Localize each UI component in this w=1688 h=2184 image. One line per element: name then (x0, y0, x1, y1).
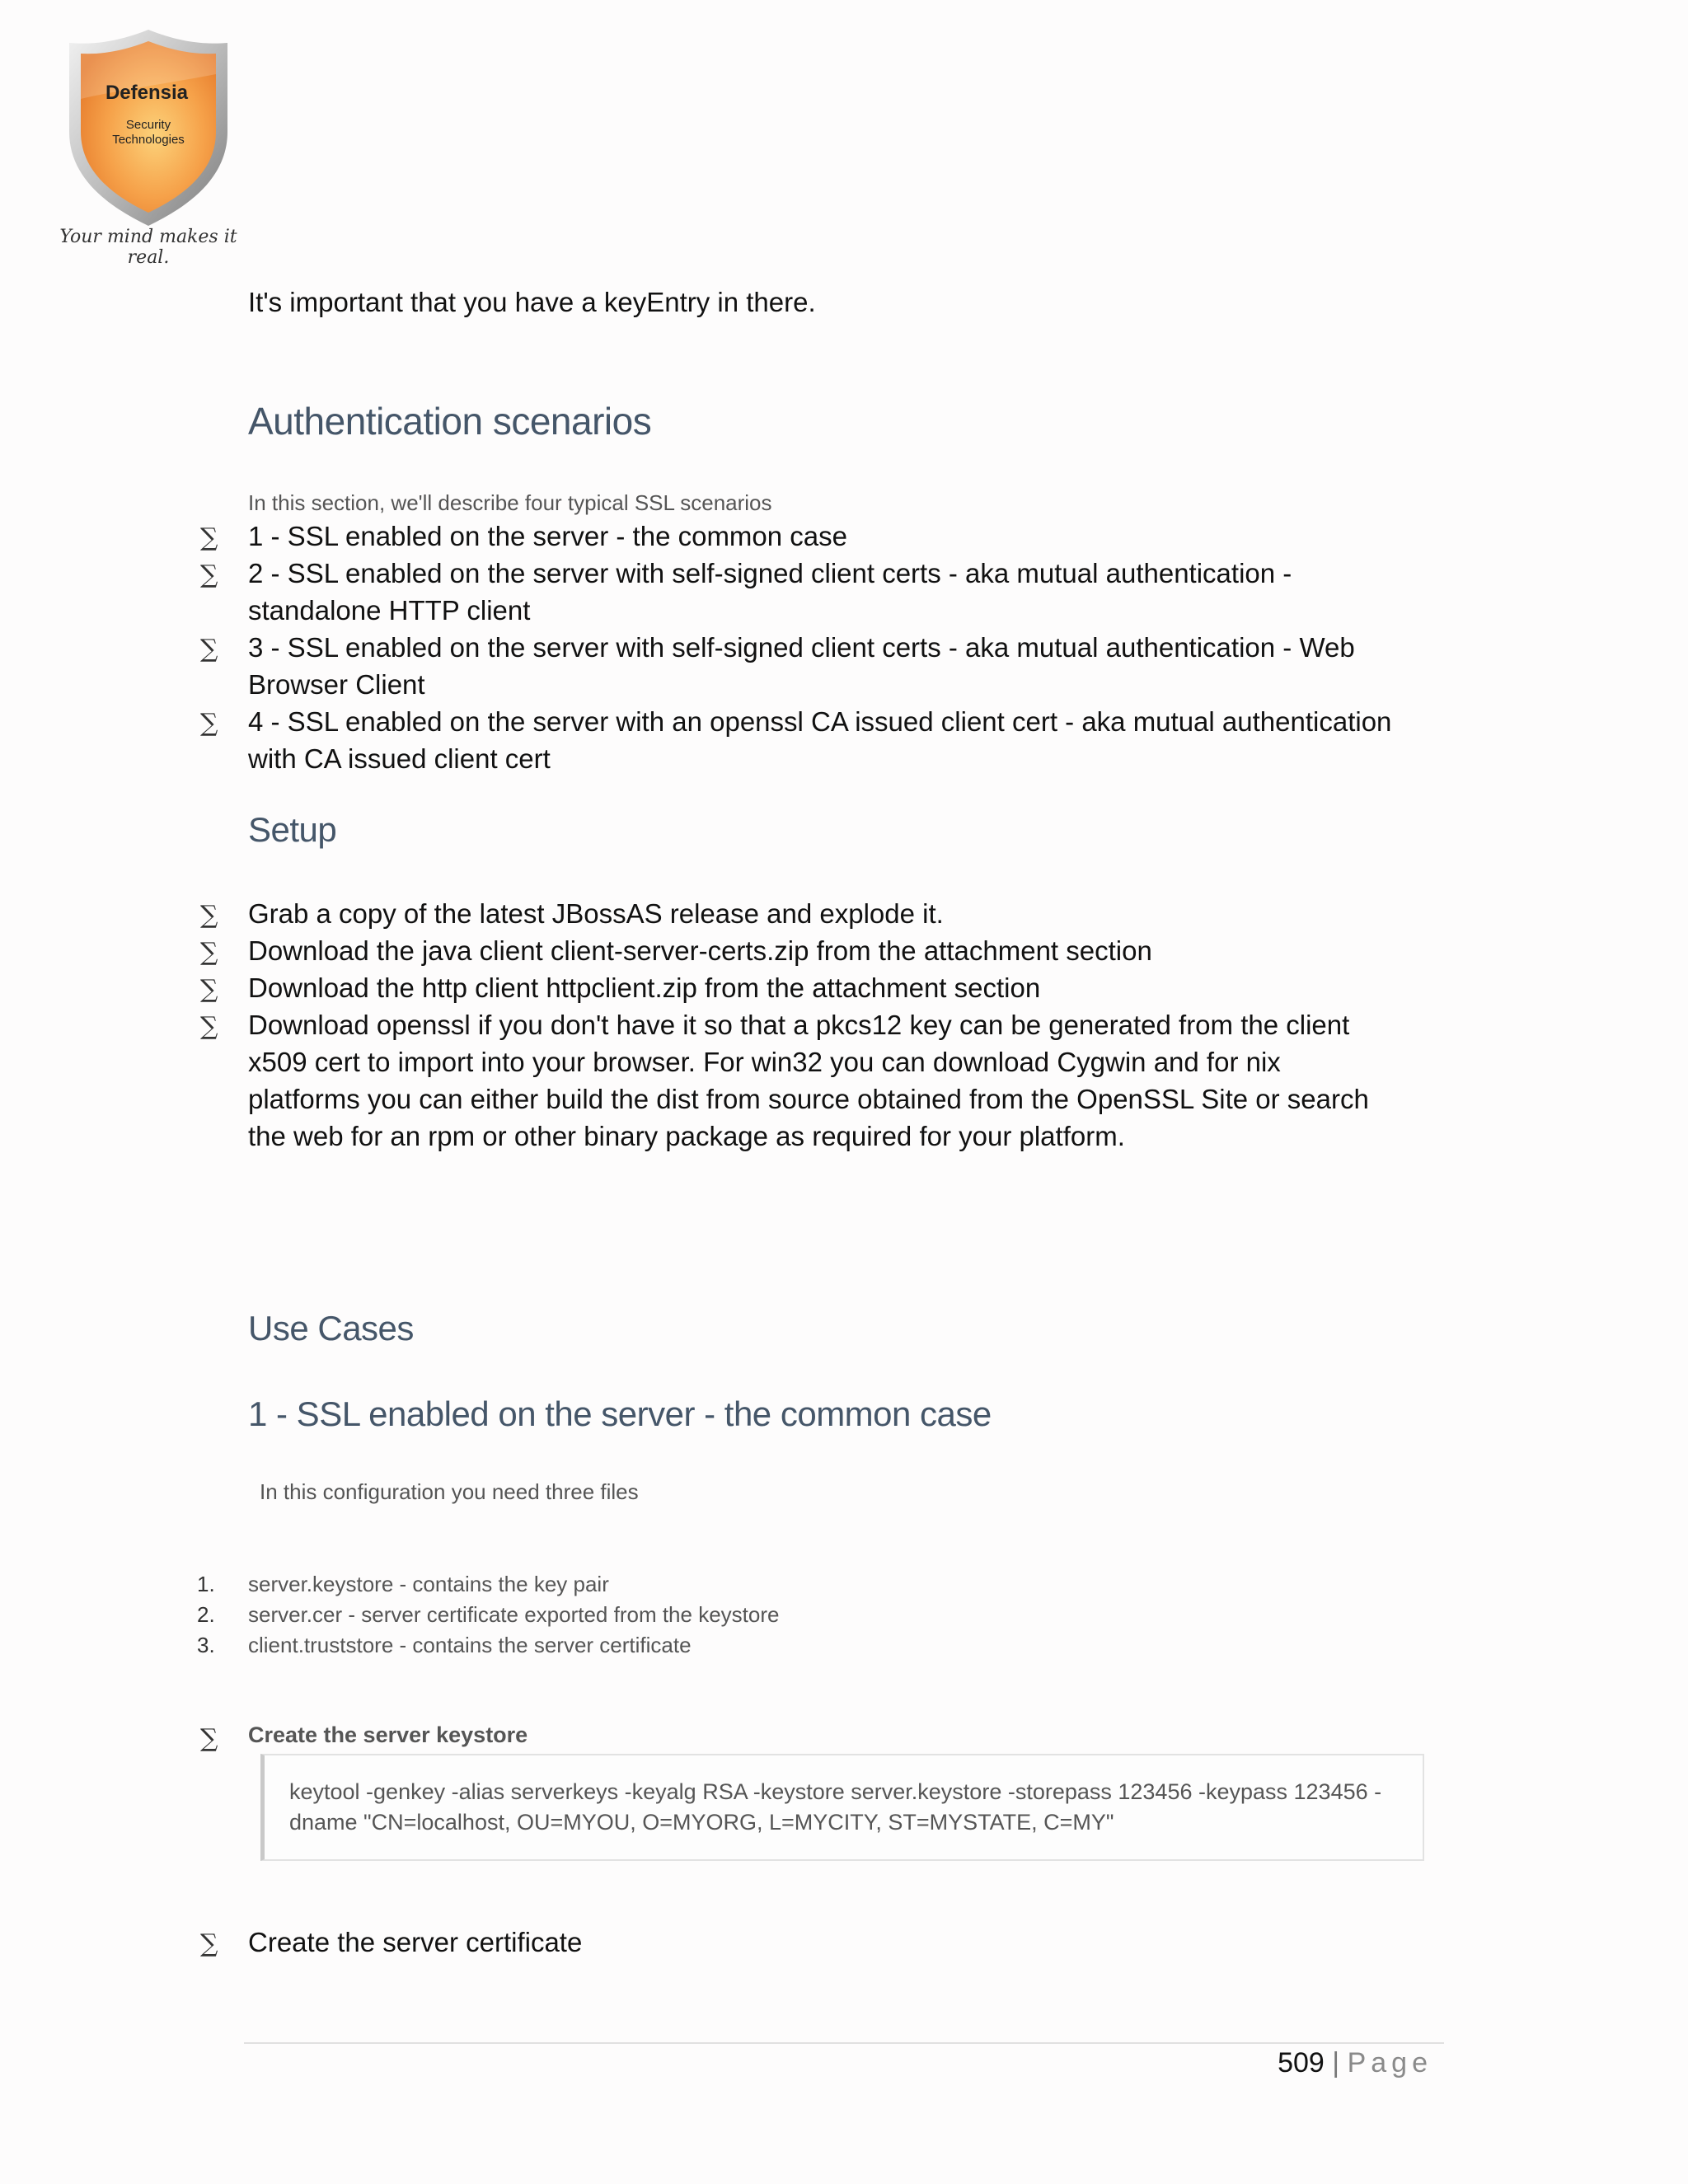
shield-logo-icon (58, 25, 239, 231)
list-item-text: 2 - SSL enabled on the server with self-signed client certs - aka mutual authentication - (248, 558, 1292, 588)
list-item-text: Download the java client client-server-certs.zip from the attachment section (248, 935, 1152, 966)
step-label: Create the server certificate (248, 1927, 583, 1957)
list-item-text: Download the http client httpclient.zip from the attachment section (248, 972, 1041, 1003)
subsection-heading-case1: 1 - SSL enabled on the server - the common case (248, 1394, 992, 1433)
list-item (200, 932, 1451, 969)
list-number: 3. (197, 1633, 215, 1657)
section-heading-authentication: Authentication scenarios (248, 400, 652, 443)
list-item (200, 518, 1451, 555)
list-item-text-cont: with CA issued client cert (248, 743, 551, 774)
list-item (197, 1600, 1402, 1630)
list-item-text: client.truststore - contains the server certificate (248, 1633, 692, 1657)
logo-tagline: Your mind makes it real. (59, 227, 237, 268)
list-item (200, 555, 1451, 629)
list-item (197, 1569, 1402, 1600)
code-line: keytool -genkey -alias serverkeys -keyalg RSA -keystore server.keystore -storepass 123456 -keypass 123456 - (289, 1779, 1382, 1804)
list-item-text-cont: standalone HTTP client (248, 595, 531, 626)
list-item (200, 895, 1451, 932)
list-item (200, 629, 1451, 703)
bullet-icon: ∑ (200, 1724, 218, 1753)
logo-subtitle-line2: Technologies (112, 133, 185, 147)
page-number: 509 (1278, 2047, 1325, 2079)
list-number: 2. (197, 1602, 215, 1627)
list-item (200, 1006, 1451, 1155)
section-heading-setup: Setup (248, 810, 337, 849)
page-label: Page (1347, 2047, 1432, 2079)
list-item-text: Grab a copy of the latest JBossAS release and explode it. (248, 898, 944, 929)
step-label: Create the server keystore (248, 1722, 528, 1747)
list-item-text: 1 - SSL enabled on the server - the common case (248, 521, 847, 551)
bullet-icon: ∑ (200, 975, 218, 1004)
footer-separator: | (1332, 2047, 1340, 2079)
list-item-text: Download openssl if you don't have it so that a pkcs12 key can be generated from the client (248, 1010, 1350, 1040)
list-item-text: 4 - SSL enabled on the server with an openssl CA issued client cert - aka mutual authentication (248, 706, 1392, 737)
bullet-icon: ∑ (200, 560, 218, 589)
bullet-icon: ∑ (200, 938, 218, 967)
section-heading-use-cases: Use Cases (248, 1309, 414, 1347)
list-item-text-cont: platforms you can either build the dist from source obtained from the OpenSSL Site or search (248, 1084, 1369, 1114)
list-item (200, 703, 1451, 777)
bullet-icon: ∑ (200, 635, 218, 663)
logo-subtitle-line1: Security (125, 118, 171, 132)
footer-divider (244, 2042, 1444, 2044)
step-create-keystore (200, 1722, 528, 1753)
list-item-text: server.cer - server certificate exported from the keystore (248, 1602, 780, 1627)
list-item-text-cont: x509 cert to import into your browser. For win32 you can download Cygwin and for nix (248, 1047, 1281, 1077)
auth-intro-text: In this section, we'll describe four typical SSL scenarios (248, 490, 772, 515)
bullet-icon: ∑ (200, 1929, 218, 1958)
setup-list (200, 895, 1451, 1155)
bullet-icon: ∑ (200, 709, 218, 738)
case1-intro-text: In this configuration you need three files (260, 1479, 639, 1504)
logo-brand-text: Defensia (105, 82, 189, 104)
list-item-text: server.keystore - contains the key pair (248, 1572, 609, 1596)
step-create-certificate (200, 1924, 583, 1961)
page-footer (1278, 2047, 1432, 2079)
company-logo (58, 25, 239, 255)
bullet-icon: ∑ (200, 1012, 218, 1041)
list-item (197, 1630, 1402, 1661)
code-block (260, 1754, 1424, 1861)
list-item-text-cont: the web for an rpm or other binary package as required for your platform. (248, 1121, 1125, 1151)
intro-line: It's important that you have a keyEntry in there. (248, 287, 816, 317)
list-number: 1. (197, 1572, 215, 1596)
auth-scenarios-list (200, 518, 1451, 777)
list-item (200, 969, 1451, 1006)
code-line: dname "CN=localhost, OU=MYOU, O=MYORG, L=MYCITY, ST=MYSTATE, C=MY" (289, 1810, 1114, 1835)
files-list (197, 1569, 1402, 1661)
list-item-text-cont: Browser Client (248, 669, 425, 700)
bullet-icon: ∑ (200, 901, 218, 930)
bullet-icon: ∑ (200, 523, 218, 552)
list-item-text: 3 - SSL enabled on the server with self-signed client certs - aka mutual authentication - Web (248, 632, 1355, 663)
